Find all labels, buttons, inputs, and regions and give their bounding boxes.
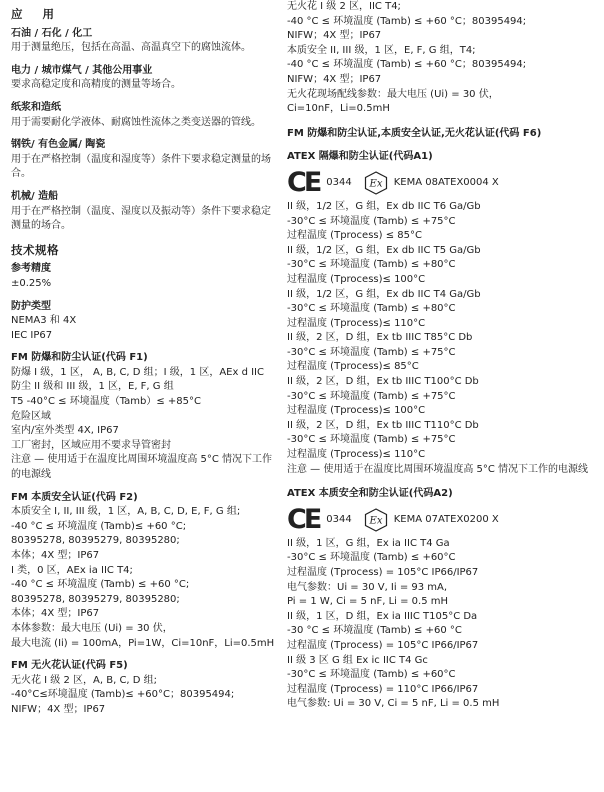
fm-f5-cont-line: -40 °C ≤ 环境温度 (Tamb) ≤ +60 °C；80395494; [287, 59, 527, 71]
fm-f5-cont-line: 本质安全 II, III 级，1 区，E, F, G 组，T4; [287, 44, 476, 56]
right-column [287, 0, 597, 712]
app-title-paper: 纸浆和造纸 [11, 101, 61, 113]
ex-hexagon-icon [364, 171, 388, 195]
atex-a1-line: 过程温度 (Tprocess)≤ 110°C [287, 317, 426, 329]
atex-a2-cert-row [287, 505, 597, 535]
fm-f1-note: 注意 — 使用适于在温度比周围环境温度高 5°C 情况下工作的电源线 [11, 454, 273, 481]
fm-f2-line: I 类，0 区，AEx ia IIC T4; [11, 564, 133, 576]
fm-f5-cont-line: 无火花现场配线参数：最大电压 (Ui) = 30 伏， [287, 88, 499, 100]
app-body-machinery: 用于在严格控制（温度、湿度以及振动等）条件下要求稳定测量的场合。 [11, 205, 271, 232]
fm-f5-line: NIFW；4X 型；IP67 [11, 703, 106, 715]
fm-f1-line: 工厂密封，区域应用不要求导管密封 [11, 439, 171, 451]
atex-a1-line: 过程温度 (Tprocess)≤ 100°C [287, 405, 426, 417]
fm-f1-line: 危险区域 [11, 410, 51, 422]
ce-mark-icon: CE [287, 503, 320, 535]
atex-a1-line: II 级，1/2 区，G 组，Ex db IIC T4 Ga/Gb [287, 288, 481, 300]
atex-a2-line: 过程温度 (Tprocess) = 110°C IP66/IP67 [287, 683, 479, 695]
atex-a1-line: -30°C ≤ 环境温度 (Tamb) ≤ +75°C [287, 390, 456, 402]
atex-a2-line: II 级，1 区，G 组，Ex ia IIC T4 Ga [287, 537, 450, 549]
app-body-petrochemical: 用于测量绝压，包括在高温、高温真空下的腐蚀流体。 [11, 42, 251, 54]
kema-a2-certificate: KEMA 07ATEX0200 X [393, 513, 499, 525]
fm-f2-line: 80395278, 80395279, 80395280; [11, 593, 180, 605]
fm-f1-title: FM 防爆和防尘认证(代码 F1) [11, 352, 148, 364]
protection-line: NEMA3 和 4X [11, 315, 77, 327]
specifications-heading: 技术规格 [11, 242, 59, 257]
fm-f5-cont-line: 无火花 I 级 2 区，IIC T4; [287, 1, 401, 12]
fm-f2-line: 最大电流 (Ii) = 100mA，Pi=1W，Ci=10nF，Li=0.5mH [11, 637, 275, 649]
atex-a1-line: 过程温度 (Tprocess)≤ 85°C [287, 361, 419, 373]
notified-body-number: 0344 [326, 513, 352, 525]
atex-a2-line: Pi = 1 W, Ci = 5 nF, Li = 0.5 mH [287, 596, 449, 608]
fm-f5-line: 无火花 I 级 2 区，A, B, C, D 组; [11, 674, 158, 686]
fm-f2-line: 本体；4X 型；IP67 [11, 608, 100, 620]
protection-line: IEC IP67 [11, 329, 53, 341]
atex-a2-line: II 级，1 区，D 组，Ex ia IIIC T105°C Da [287, 610, 478, 622]
fm-f2-line: -40 °C ≤ 环境温度 (Tamb) ≤ +60 °C; [11, 579, 190, 591]
atex-a1-line: -30°C ≤ 环境温度 (Tamb) ≤ +75°C [287, 346, 456, 358]
app-body-power: 要求高稳定度和高精度的测量等场合。 [11, 79, 181, 91]
fm-f1-line: 室内/室外类型 4X, IP67 [11, 425, 119, 437]
app-title-power: 电力 / 城市煤气 / 其他公用事业 [11, 64, 153, 76]
fm-f5-cont-line: -40 °C ≤ 环境温度 (Tamb) ≤ +60 °C；80395494; [287, 15, 527, 27]
accuracy-value: ±0.25% [11, 277, 52, 289]
app-body-steel: 用于在严格控制（温度和湿度等）条件下要求稳定测量的场合。 [11, 153, 271, 180]
atex-a2-line: -30°C ≤ 环境温度 (Tamb) ≤ +60°C [287, 552, 456, 564]
app-title-petrochemical: 石油 / 石化 / 化工 [11, 27, 93, 39]
fm-f5-title: FM 无火花认证(代码 F5) [11, 660, 128, 672]
atex-a1-line: II 级，2 区，D 组，Ex tb IIIC T100°C Db [287, 376, 479, 388]
atex-a1-line: 过程温度 (Tprocess)≤ 100°C [287, 273, 426, 285]
ce-mark-icon: CE [287, 166, 320, 198]
fm-f2-line: 本体参数：最大电压 (Ui) = 30 伏， [11, 622, 173, 634]
atex-a2-line: 过程温度 (Tprocess) = 105°C IP66/IP67 [287, 639, 479, 651]
fm-f2-line: 本体；4X 型；IP67 [11, 550, 100, 561]
fm-f1-line: 防尘 II 级和 III 级，1 区，E, F, G 组 [11, 381, 174, 393]
fm-f1-line: T5 -40°C ≤ 环境温度（Tamb）≤ +85°C [11, 396, 202, 408]
atex-a1-line: -30°C ≤ 环境温度 (Tamb) ≤ +75°C [287, 215, 456, 227]
fm-f2-title: FM 本质安全认证(代码 F2) [11, 491, 138, 503]
fm-f2-line: 80395278, 80395279, 80395280; [11, 535, 180, 547]
fm-f6-title: FM 防爆和防尘认证,本质安全认证,无火花认证(代码 F6) [287, 127, 542, 139]
atex-a1-note: 注意 — 使用适于在温度比周围环境温度高 5°C 情况下工作的电源线 [287, 463, 589, 475]
accuracy-title: 参考精度 [11, 263, 51, 275]
left-column [11, 0, 273, 718]
atex-a2-line: 电气参数: Ui = 30 V, Ci = 5 nF, Li = 0.5 mH [287, 698, 500, 710]
atex-a1-line: II 级，1/2 区，G 组，Ex db IIC T5 Ga/Gb [287, 244, 481, 256]
fm-f2-line: -40 °C ≤ 环境温度 (Tamb)≤ +60 °C; [11, 520, 187, 532]
ex-symbol-text: Ex [369, 515, 383, 527]
atex-a1-line: II 级，1/2 区，G 组，Ex db IIC T6 Ga/Gb [287, 200, 481, 212]
applications-heading: 应 用 [11, 7, 63, 21]
atex-a1-line: -30°C ≤ 环境温度 (Tamb) ≤ +80°C [287, 259, 456, 271]
atex-a2-line: 过程温度 (Tprocess) = 105°C IP66/IP67 [287, 567, 479, 578]
fm-f2-line: 本质安全 I, II, III 级，1 区，A, B, C, D, E, F, G 组; [11, 506, 241, 518]
atex-a2-line: -30°C ≤ 环境温度 (Tamb) ≤ +60°C [287, 669, 456, 681]
atex-a2-line: II 级 3 区 G 组 Ex ic IIC T4 Gc [287, 654, 428, 666]
fm-f5-cont-line: NIFW；4X 型；IP67 [287, 73, 382, 85]
fm-f1-line: 防爆 I 级，1 区， A, B, C, D 组；I 级，1 区，AEx d IIC [11, 366, 264, 378]
atex-a2-title: ATEX 本质安全和防尘认证(代码A2) [287, 488, 453, 500]
app-title-machinery: 机械/ 造船 [11, 190, 59, 202]
kema-a1-certificate: KEMA 08ATEX0004 X [393, 176, 499, 188]
atex-a2-line: -30 °C ≤ 环境温度 (Tamb) ≤ +60 °C [287, 625, 462, 637]
atex-a1-line: II 级，2 区，D 组，Ex tb IIIC T85°C Db [287, 332, 473, 344]
fm-f5-cont-line: Ci=10nF，Li=0.5mH [287, 103, 390, 115]
atex-a1-line: -30°C ≤ 环境温度 (Tamb) ≤ +75°C [287, 434, 456, 446]
atex-a1-line: 过程温度 (Tprocess) ≤ 85°C [287, 230, 422, 242]
atex-a1-title: ATEX 隔爆和防尘认证(代码A1) [287, 151, 433, 163]
atex-a1-cert-row [287, 168, 597, 198]
notified-body-number: 0344 [326, 176, 352, 188]
atex-a1-line: -30°C ≤ 环境温度 (Tamb) ≤ +80°C [287, 303, 456, 315]
ex-hexagon-icon [364, 508, 388, 532]
app-body-paper: 用于需要耐化学液体、耐腐蚀性流体之类变送器的管线。 [11, 116, 261, 128]
atex-a1-line: II 级，2 区，D 组，Ex tb IIIC T110°C Db [287, 419, 479, 431]
protection-title: 防护类型 [11, 300, 51, 312]
fm-f5-cont-line: NIFW；4X 型；IP67 [287, 30, 382, 42]
fm-f5-line: -40°C≤环境温度 (Tamb)≤ +60°C；80395494; [11, 689, 235, 701]
app-title-steel: 钢铁/ 有色金属/ 陶瓷 [11, 139, 106, 151]
atex-a2-line: 电气参数：Ui = 30 V, Ii = 93 mA, [287, 581, 448, 593]
ex-symbol-text: Ex [369, 178, 383, 190]
atex-a1-line: 过程温度 (Tprocess)≤ 110°C [287, 449, 426, 461]
